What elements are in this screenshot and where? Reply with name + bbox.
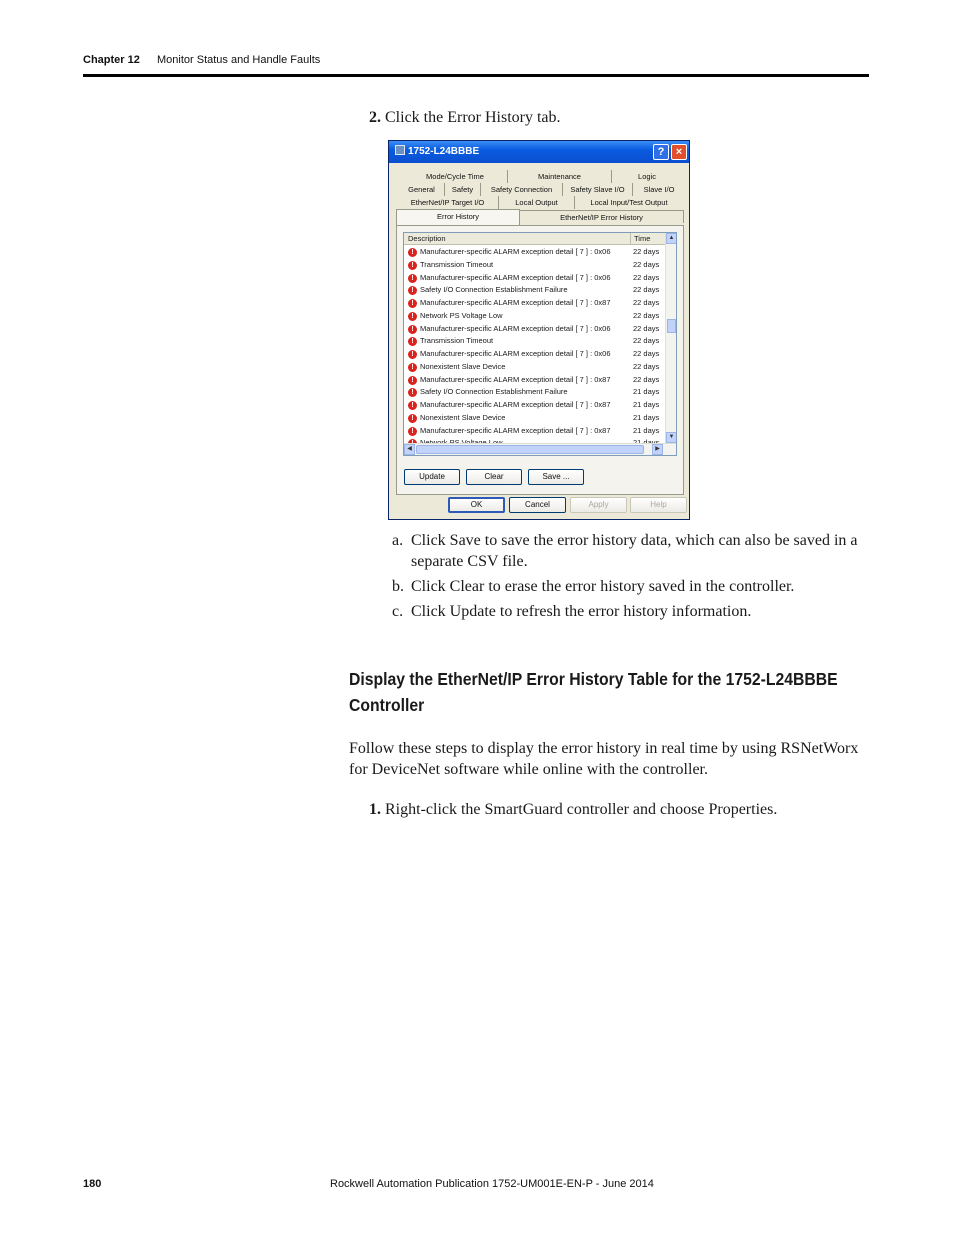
page-number: 180 <box>83 1178 102 1190</box>
error-icon: ! <box>408 248 417 257</box>
list-item[interactable]: ! Nonexistent Slave Device 21 days <box>404 412 666 425</box>
scroll-down-icon[interactable]: ▼ <box>666 432 677 443</box>
list-item[interactable]: ! Manufacturer-specific ALARM exception detail [ 7 ] : 0x87 22 days <box>404 374 666 387</box>
error-history-list[interactable] <box>403 232 677 456</box>
tab-logic[interactable]: Logic <box>638 172 656 181</box>
horizontal-scroll-thumb[interactable] <box>416 445 644 454</box>
tab-maintenance[interactable]: Maintenance <box>508 170 612 183</box>
chapter-title: Monitor Status and Handle Faults <box>157 54 321 66</box>
error-icon: ! <box>408 427 417 436</box>
clear-button[interactable]: Clear <box>466 469 522 485</box>
scroll-up-icon[interactable]: ▲ <box>666 233 677 244</box>
step-number: 2. <box>369 109 381 126</box>
list-item[interactable]: ! Network PS Voltage Low 22 days <box>404 310 666 323</box>
horizontal-scrollbar[interactable] <box>404 443 676 455</box>
error-icon: ! <box>408 337 417 346</box>
error-icon: ! <box>408 388 417 397</box>
error-icon: ! <box>408 401 417 410</box>
column-description[interactable]: Description <box>408 234 446 243</box>
tab-mode-cycle-time[interactable]: Mode/Cycle Time <box>403 170 508 183</box>
error-history-panel <box>396 225 684 495</box>
step-number: 1. <box>369 801 381 818</box>
step-text: Right-click the SmartGuard controller and choose Properties. <box>385 801 778 818</box>
dialog-title-bar <box>389 141 689 163</box>
vertical-scrollbar[interactable] <box>665 233 676 443</box>
section-heading: Display the EtherNet/IP Error History Table for the 1752-L24BBBE Controller <box>349 669 838 715</box>
column-time[interactable]: Time <box>630 233 650 245</box>
error-icon: ! <box>408 363 417 372</box>
save-button[interactable]: Save ... <box>528 469 584 485</box>
tab-local-output[interactable]: Local Output <box>499 196 575 209</box>
step-text: Click the Error History tab. <box>385 109 561 126</box>
step-2 <box>369 108 561 128</box>
error-icon: ! <box>408 261 417 270</box>
publication-info: Rockwell Automation Publication 1752-UM001E-EN-P - June 2014 <box>330 1178 654 1190</box>
error-icon: ! <box>408 325 417 334</box>
tab-safety-connection[interactable]: Safety Connection <box>481 183 563 196</box>
intro-paragraph: Follow these steps to display the error history in real time by using RSNetWorx for DeviceNet software while online with the controller. <box>349 740 859 778</box>
apply-button[interactable]: Apply <box>570 497 627 513</box>
help-icon[interactable]: ? <box>653 144 669 160</box>
error-icon: ! <box>408 312 417 321</box>
tab-ethernet-ip-error-history[interactable]: EtherNet/IP Error History <box>520 210 684 223</box>
tab-error-history[interactable]: Error History <box>396 209 520 225</box>
help-button[interactable]: Help <box>630 497 687 513</box>
list-item[interactable]: ! Manufacturer-specific ALARM exception detail [ 7 ] : 0x87 22 days <box>404 297 666 310</box>
list-item[interactable]: ! Manufacturer-specific ALARM exception detail [ 7 ] : 0x06 22 days <box>404 246 666 259</box>
list-header <box>404 233 666 245</box>
tab-ethernet-ip-target-io[interactable]: EtherNet/IP Target I/O <box>397 196 499 209</box>
list-item[interactable]: ! Manufacturer-specific ALARM exception detail [ 7 ] : 0x06 22 days <box>404 272 666 285</box>
update-button[interactable]: Update <box>404 469 460 485</box>
tab-safety-slave-io[interactable]: Safety Slave I/O <box>563 183 633 196</box>
ok-button[interactable]: OK <box>448 497 505 513</box>
scroll-right-icon[interactable]: ▶ <box>652 444 663 455</box>
window-icon <box>395 145 405 155</box>
properties-dialog <box>388 140 690 520</box>
list-item[interactable]: ! Manufacturer-specific ALARM exception detail [ 7 ] : 0x87 21 days <box>404 399 666 412</box>
vertical-scroll-thumb[interactable] <box>667 319 676 333</box>
error-icon: ! <box>408 376 417 385</box>
list-item[interactable]: ! Transmission Timeout 22 days <box>404 335 666 348</box>
error-icon: ! <box>408 414 417 423</box>
list-rows <box>404 246 666 450</box>
scroll-left-icon[interactable]: ◀ <box>404 444 415 455</box>
list-item[interactable]: ! Safety I/O Connection Establishment Failure 22 days <box>404 284 666 297</box>
cancel-button[interactable]: Cancel <box>509 497 566 513</box>
header-rule <box>83 74 869 77</box>
close-icon[interactable]: × <box>671 144 687 160</box>
list-item[interactable]: ! Safety I/O Connection Establishment Failure 21 days <box>404 386 666 399</box>
error-icon: ! <box>408 274 417 283</box>
list-item[interactable]: ! Transmission Timeout 22 days <box>404 259 666 272</box>
error-icon: ! <box>408 350 417 359</box>
tab-general[interactable]: General <box>399 183 445 196</box>
list-item[interactable]: ! Nonexistent Slave Device 22 days <box>404 361 666 374</box>
list-item[interactable]: ! Manufacturer-specific ALARM exception detail [ 7 ] : 0x06 22 days <box>404 323 666 336</box>
tab-local-input-test-output[interactable]: Local Input/Test Output <box>590 198 668 207</box>
tab-slave-io[interactable]: Slave I/O <box>643 185 675 194</box>
page-header <box>83 54 321 66</box>
error-icon: ! <box>408 299 417 308</box>
list-item[interactable]: ! Manufacturer-specific ALARM exception detail [ 7 ] : 0x87 21 days <box>404 425 666 438</box>
dialog-title: 1752-L24BBBE <box>408 146 480 157</box>
chapter-label: Chapter 12 <box>83 54 140 66</box>
list-item[interactable]: ! Manufacturer-specific ALARM exception detail [ 7 ] : 0x06 22 days <box>404 348 666 361</box>
error-icon: ! <box>408 286 417 295</box>
tab-safety[interactable]: Safety <box>445 183 481 196</box>
step-1 <box>369 800 777 820</box>
